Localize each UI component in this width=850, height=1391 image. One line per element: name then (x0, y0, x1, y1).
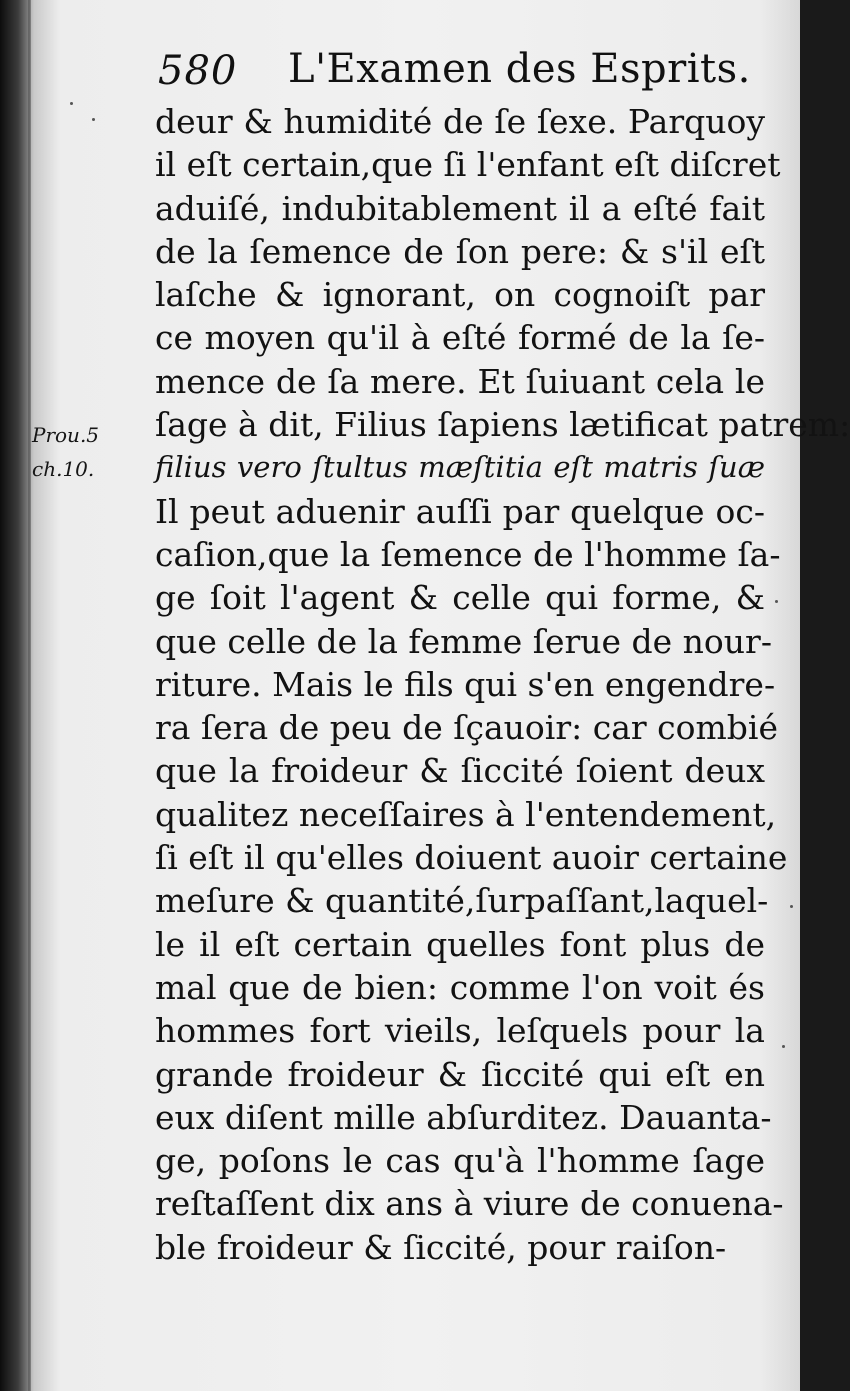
book-spine (0, 0, 30, 1391)
text-line: Il peut aduenir auſſi par quelque oc- (155, 491, 765, 531)
text-line: ſi eſt il qu'elles doiuent auoir certaine (155, 838, 788, 878)
text-line: riture. Mais le fils qui s'en engendre- (155, 664, 776, 704)
text-line: qualitez neceſſaires à l'entendement, (155, 794, 777, 834)
latin-quote-line: filius vero ſtultus mæſtitia eſt matris ſuæ (155, 450, 765, 485)
text-line: que la froideur & ſiccité ſoient deux (155, 751, 765, 791)
text-line: il eſt certain,que ſi l'enfant eſt diſcret (155, 145, 781, 185)
paper-speck (790, 905, 793, 908)
page-number: 580 (158, 48, 238, 94)
text-line: le il eſt certain quelles font plus de (155, 924, 765, 964)
text-line: de la ſemence de ſon pere: & s'il eſt (155, 231, 765, 271)
marginal-note (32, 418, 142, 486)
paper-speck (92, 118, 95, 121)
paper-speck (775, 600, 778, 603)
text-line: ble froideur & ſiccité, pour raiſon- (155, 1227, 727, 1267)
text-line: mence de ſa mere. Et ſuiuant cela le (155, 361, 765, 401)
text-line: laſche & ignorant, on cognoiſt par (155, 275, 765, 315)
page-header (158, 40, 751, 100)
text-line: caſion,que la ſemence de l'homme ſa- (155, 534, 781, 574)
gutter-shadow (28, 0, 31, 1391)
text-line: hommes fort vieils, leſquels pour la (155, 1011, 765, 1051)
paper-speck (70, 102, 73, 105)
text-line: ra ſera de peu de ſçauoir: car combié (155, 708, 779, 748)
text-line: ce moyen qu'il à eſté formé de la ſe- (155, 318, 765, 358)
text-line: ge, poſons le cas qu'à l'homme ſage (155, 1141, 765, 1181)
text-line: mal que de bien: comme l'on voit és (155, 967, 765, 1007)
running-title: L'Examen des Esprits. (288, 46, 751, 92)
marginal-note-line-2: ch.10. (32, 457, 95, 481)
text-line: eux diſent mille abſurditez. Dauanta- (155, 1097, 772, 1137)
text-line: ge ſoit l'agent & celle qui forme, & (155, 578, 765, 618)
text-line: ſage à dit, Filius ſapiens lætificat patrem: (155, 405, 850, 445)
text-line: reſtaſſent dix ans à viure de conuena- (155, 1184, 784, 1224)
body-text (155, 100, 850, 1269)
marginal-note-line-1: Prou.5 (32, 423, 100, 447)
text-line: meſure & quantité,ſurpaſſant,laquel- (155, 881, 769, 921)
text-line: grande froideur & ſiccité qui eſt en (155, 1054, 765, 1094)
text-line: aduiſé, indubitablement il a eſté fait (155, 188, 765, 228)
text-line: que celle de la femme ſerue de nour- (155, 621, 772, 661)
text-line: deur & humidité de ſe ſexe. Parquoy (155, 102, 765, 141)
paper-speck (782, 1045, 785, 1048)
